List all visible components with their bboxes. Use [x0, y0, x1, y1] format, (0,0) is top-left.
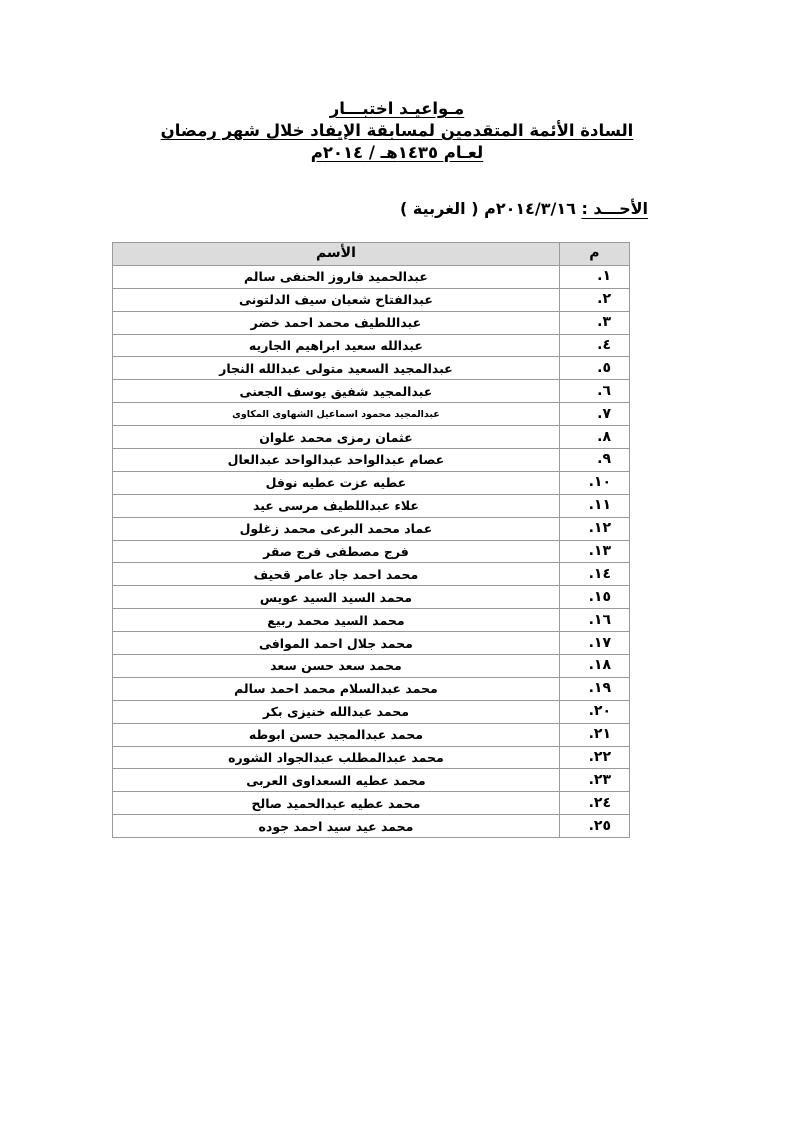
candidate-name: محمد عطيه السعداوى العربى — [113, 769, 560, 792]
row-number: ٢٢. — [559, 746, 629, 769]
column-header-number: م — [559, 243, 629, 266]
row-number: ١٩. — [559, 677, 629, 700]
candidate-name: محمد السيد السيد عويس — [113, 586, 560, 609]
table-row — [113, 632, 630, 655]
row-number: ٢٤. — [559, 792, 629, 815]
candidate-name: محمد عطيه عبدالحميد صالح — [113, 792, 560, 815]
row-number: ٢٣. — [559, 769, 629, 792]
table-row — [113, 494, 630, 517]
candidate-name: عبدالمجيد شفيق يوسف الجعنى — [113, 380, 560, 403]
document-title: مـواعيـد اختبـــار — [329, 99, 465, 118]
candidate-name: فرج مصطفى فرج صقر — [113, 540, 560, 563]
table-row — [113, 265, 630, 288]
row-number: ٢. — [559, 288, 629, 311]
row-number: ٨. — [559, 426, 629, 449]
table-row — [113, 563, 630, 586]
table-row — [113, 723, 630, 746]
candidate-name: عبدالمجيد السعيد متولى عبدالله النجار — [113, 357, 560, 380]
row-number: ١٤. — [559, 563, 629, 586]
candidate-name: عبدالفتاح شعبان سيف الدلتونى — [113, 288, 560, 311]
table-row — [113, 700, 630, 723]
document-year: لعـام ١٤٣٥هـ / ٢٠١٤م — [310, 143, 484, 162]
table-row — [113, 769, 630, 792]
table-row — [113, 792, 630, 815]
candidate-name: عبدالله سعيد ابراهيم الجاريه — [113, 334, 560, 357]
table-row — [113, 746, 630, 769]
candidate-name: محمد عيد سيد احمد جوده — [113, 815, 560, 838]
candidates-table — [112, 242, 630, 838]
table-row — [113, 380, 630, 403]
table-row — [113, 357, 630, 380]
table-row — [113, 449, 630, 472]
candidate-name: عماد محمد البرعى محمد زغلول — [113, 517, 560, 540]
row-number: ٩. — [559, 449, 629, 472]
session-date-line — [400, 198, 648, 220]
candidate-name: عثمان رمزى محمد علوان — [113, 426, 560, 449]
candidate-name: محمد سعد حسن سعد — [113, 655, 560, 678]
table-row — [113, 540, 630, 563]
table-row — [113, 471, 630, 494]
row-number: ١١. — [559, 494, 629, 517]
row-number: ١٥. — [559, 586, 629, 609]
table-header-row — [113, 243, 630, 266]
row-number: ٥. — [559, 357, 629, 380]
candidate-name: محمد احمد جاد عامر قحيف — [113, 563, 560, 586]
session-day-label: الأحـــد : — [581, 199, 648, 218]
column-header-name: الأسم — [113, 243, 560, 266]
table-row — [113, 311, 630, 334]
candidate-name: محمد عبدالمجيد حسن ابوطه — [113, 723, 560, 746]
candidate-name: عبدالمجيد محمود اسماعيل الشهاوى المكاوى — [113, 403, 560, 426]
candidate-name: عبدالحميد فاروز الحنفى سالم — [113, 265, 560, 288]
row-number: ١٣. — [559, 540, 629, 563]
table-row — [113, 426, 630, 449]
candidate-name: علاء عبداللطيف مرسى عيد — [113, 494, 560, 517]
candidate-name: محمد السيد محمد ربيع — [113, 609, 560, 632]
table-row — [113, 334, 630, 357]
row-number: ٧. — [559, 403, 629, 426]
row-number: ٤. — [559, 334, 629, 357]
row-number: ١٨. — [559, 655, 629, 678]
document-subtitle: السادة الأئمة المتقدمين لمسابقة الإيفاد خلال شهر رمضان — [160, 121, 634, 140]
candidate-name: محمد عبدالمطلب عبدالجواد الشوره — [113, 746, 560, 769]
candidate-name: عبداللطيف محمد احمد خضر — [113, 311, 560, 334]
table-row — [113, 288, 630, 311]
table-row — [113, 517, 630, 540]
candidate-name: محمد عبدالله خنيزى بكر — [113, 700, 560, 723]
table-row — [113, 403, 630, 426]
row-number: ١. — [559, 265, 629, 288]
candidate-name: عطيه عزت عطيه نوفل — [113, 471, 560, 494]
row-number: ١٧. — [559, 632, 629, 655]
table-row — [113, 815, 630, 838]
document-header — [0, 98, 794, 164]
row-number: ١٢. — [559, 517, 629, 540]
table-row — [113, 677, 630, 700]
table-row — [113, 586, 630, 609]
candidate-name: عصام عبدالواحد عبدالواحد عبدالعال — [113, 449, 560, 472]
candidate-name: محمد عبدالسلام محمد احمد سالم — [113, 677, 560, 700]
candidate-name: محمد جلال احمد الموافى — [113, 632, 560, 655]
row-number: ١٦. — [559, 609, 629, 632]
row-number: ٦. — [559, 380, 629, 403]
row-number: ٢٥. — [559, 815, 629, 838]
session-date: ٢٠١٤/٣/١٦م ( الغربية ) — [400, 199, 576, 218]
table-row — [113, 655, 630, 678]
row-number: ٢٠. — [559, 700, 629, 723]
table-row — [113, 609, 630, 632]
row-number: ٢١. — [559, 723, 629, 746]
row-number: ١٠. — [559, 471, 629, 494]
row-number: ٣. — [559, 311, 629, 334]
